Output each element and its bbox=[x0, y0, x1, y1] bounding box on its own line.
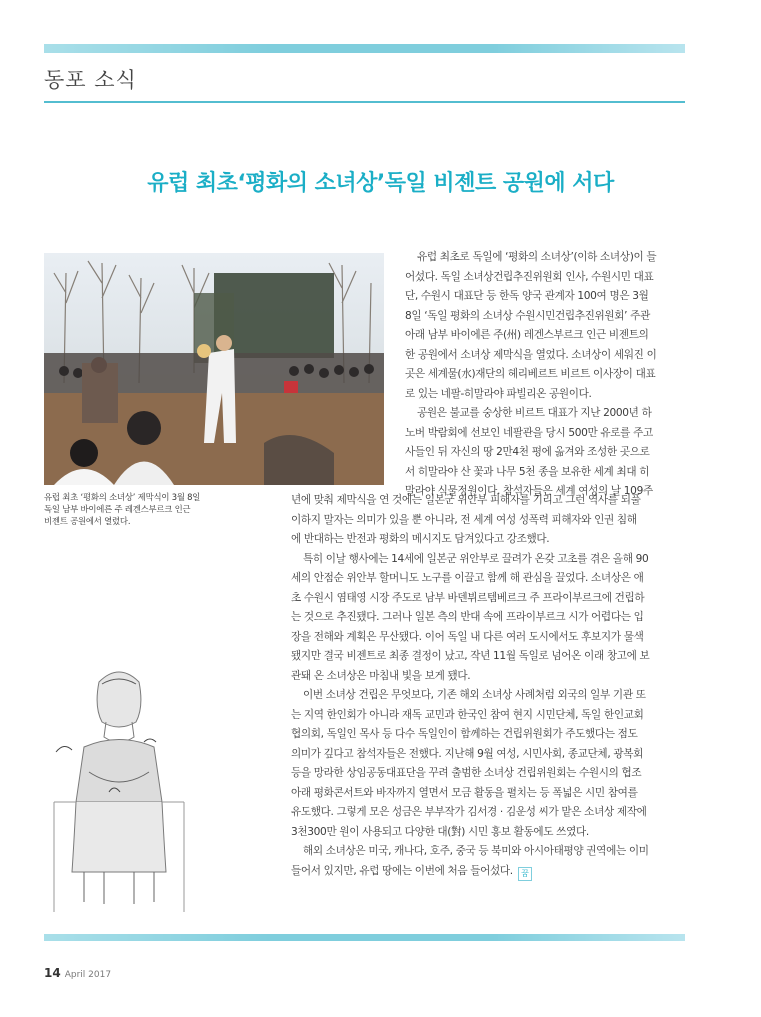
article-line: 됐지만 결국 비젠트로 최종 결정이 났고, 작년 11월 독일로 넘어온 이래 창고에 보 bbox=[291, 650, 650, 662]
ceremony-photo-image bbox=[44, 253, 384, 485]
article-line: 해외 소녀상은 미국, 캐나다, 호주, 중국 등 북미와 아시아태평양 권역에는 이미 bbox=[303, 845, 649, 857]
article-line: 아래 남부 바이에른 주(州) 레겐스부르크 인근 비젠트의 bbox=[405, 329, 649, 341]
article-line: 세의 안점순 위안부 할머니도 노구를 이끌고 함께 해 관심을 끌었다. 소녀상은 애 bbox=[291, 572, 644, 584]
statue-illustration-image bbox=[44, 652, 194, 922]
article-line: 공원은 불교를 숭상한 비르트 대표가 지난 2000년 하 bbox=[417, 407, 652, 419]
article-line: 협의회, 독일인 목사 등 다수 독일인이 함께하는 건립위원회가 주도했다는 점도 bbox=[291, 728, 638, 740]
article-line: 유럽 최초로 독일에 ‘평화의 소녀상’(이하 소녀상)이 들 bbox=[417, 251, 657, 263]
caption-line: 비젠트 공원에서 열렸다. bbox=[44, 516, 131, 526]
article-line: 곳은 세계물(水)재단의 헤리베르트 비르트 이사장이 대표 bbox=[405, 368, 656, 380]
article-line: 8일 ‘독일 평화의 소녀상 수원시민건립추진위원회’ 주관 bbox=[405, 309, 650, 322]
article-line: 관돼 온 소녀상은 마침내 빛을 보게 됐다. bbox=[291, 669, 471, 682]
end-mark-icon: 꿈 bbox=[518, 867, 532, 881]
article-line: 년에 맞춰 제막식을 연 것에는 일본군 위안부 피해자를 기리고 그런 역사를 되풀 bbox=[291, 494, 641, 506]
page-footer bbox=[44, 966, 111, 980]
article-line: 는 지역 한인회가 아니라 재독 교민과 한국인 참여 현지 시민단체, 독일 한인교회 bbox=[291, 708, 644, 721]
article-line: 에 반대하는 반전과 평화의 메시지도 담겨있다고 강조했다. bbox=[291, 533, 550, 545]
issue-month: April 2017 bbox=[64, 970, 112, 980]
article-line: 유도했다. 그렇게 모은 성금은 부부작가 김서경 · 김운성 씨가 맡은 소녀상 제작에 bbox=[291, 806, 647, 818]
article-line: 들어서 있지만, 유럽 땅에는 이번에 처음 들어섰다. bbox=[291, 864, 513, 877]
article-column-main bbox=[291, 491, 688, 881]
header-bar bbox=[44, 44, 685, 53]
caption-line: 독일 남부 바이에른 주 레겐스부르크 인근 bbox=[44, 504, 191, 514]
article-line: 단, 수원시 대표단 등 한독 양국 관계자 100여 명은 3월 bbox=[405, 290, 649, 302]
page-number: 14 bbox=[44, 966, 61, 980]
article-line: 이하지 말자는 의미가 있을 뿐 아니라, 전 세계 여성 성폭력 피해자와 인권 침해 bbox=[291, 513, 637, 526]
article-line: 노버 박람회에 선보인 네팔관을 당시 500만 유로를 주고 bbox=[405, 426, 653, 439]
article-line: 3천300만 원이 사용되고 다양한 대(對) 시민 홍보 활동에도 쓰였다. bbox=[291, 825, 589, 838]
article-line: 로 있는 네팔-히말라야 파빌리온 공원이다. bbox=[405, 387, 592, 400]
article-line: 서 히말라야 산 꽃과 나무 5천 종을 보유한 세계 최대 히 bbox=[405, 465, 650, 478]
article-line: 이번 소녀상 건립은 무엇보다, 기존 해외 소녀상 사례처럼 외국의 일부 기관 또 bbox=[303, 689, 646, 701]
section-title: 동포 소식 bbox=[44, 68, 137, 92]
article-column-right bbox=[405, 248, 687, 502]
article-line: 등을 망라한 상임공동대표단을 꾸려 출범한 소녀상 건립위원회는 수원시의 협조 bbox=[291, 767, 642, 779]
statue-illustration bbox=[44, 652, 194, 922]
article-line: 아래 평화콘서트와 바자까지 열면서 모금 활동을 펼치는 등 폭넓은 시민 참여를 bbox=[291, 786, 638, 799]
article-line: 어섰다. 독일 소녀상건립추진위원회 인사, 수원시민 대표 bbox=[405, 270, 654, 283]
article-line: 특히 이날 행사에는 14세에 일본군 위안부로 끌려가 온갖 고초를 겪은 올해 90 bbox=[303, 552, 649, 565]
article-line: 장을 전해와 계획은 무산됐다. 이어 독일 내 다른 여러 도시에서도 후보지가 물색 bbox=[291, 630, 644, 643]
article-line: 는 것으로 추진됐다. 그러나 일본 측의 반대 속에 프라이부르크 시가 어렵다는 입 bbox=[291, 611, 644, 623]
article-last-line bbox=[291, 862, 688, 882]
article-line: 한 공원에서 소녀상 제막식을 열었다. 소녀상이 세워진 이 bbox=[405, 348, 657, 361]
article-line: 초 수원시 염태영 시장 주도로 남부 바덴뷔르템베르크 주 프라이부르크에 건립하 bbox=[291, 591, 645, 604]
ceremony-photo bbox=[44, 253, 384, 485]
article-line: 말라야 식물정원이다. 참석자들은 세계 여성의 날 109주 bbox=[405, 485, 653, 497]
header-rule bbox=[44, 101, 685, 103]
footer-bar bbox=[44, 934, 685, 941]
photo-caption bbox=[44, 491, 244, 527]
article-headline: 유럽 최초‘평화의 소녀상’독일 비젠트 공원에 서다 bbox=[147, 171, 614, 196]
caption-line: 유럽 최초 ‘평화의 소녀상’ 제막식이 3월 8일 bbox=[44, 492, 201, 502]
article-line: 의미가 깊다고 참석자들은 전했다. 지난해 9월 여성, 시민사회, 종교단체, 광복회 bbox=[291, 747, 644, 760]
article-line: 사들인 뒤 자신의 땅 2만4천 평에 옮겨와 조성한 곳으로 bbox=[405, 446, 650, 458]
